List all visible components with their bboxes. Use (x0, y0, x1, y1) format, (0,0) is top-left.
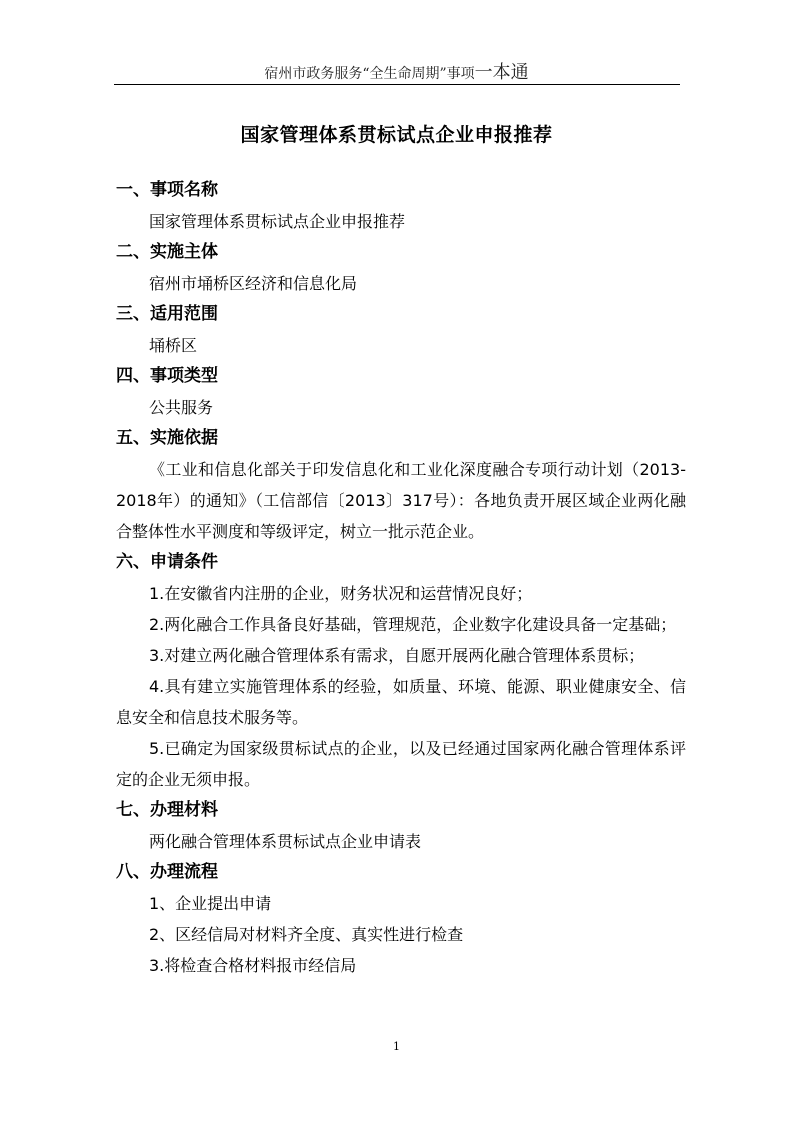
section-body-item-name: 国家管理体系贯标试点企业申报推荐 (149, 212, 406, 231)
section-heading-type: 四、事项类型 (116, 366, 218, 386)
condition-item-3: 3.对建立两化融合管理体系有需求，自愿开展两化融合管理体系贯标； (149, 646, 645, 665)
header-text-big: 一本通 (474, 62, 529, 83)
document-body (116, 175, 686, 981)
condition-item-4: 4.具有建立实施管理体系的经验，如质量、环境、能源、职业健康安全、信息安全和信息技术服务等。 (116, 677, 686, 727)
process-step-3: 3.将检查合格材料报市经信局 (149, 956, 357, 975)
page-number: 1 (393, 1040, 400, 1053)
header-text: 宿州市政务服务“全生命周期”事项 (264, 66, 475, 82)
process-step-2: 2、区经信局对材料齐全度、真实性进行检查 (149, 925, 464, 944)
page-header (0, 58, 793, 84)
section-heading-process: 八、办理流程 (116, 862, 218, 882)
section-heading-conditions: 六、申请条件 (116, 552, 218, 572)
section-body-implementer: 宿州市埇桥区经济和信息化局 (149, 274, 358, 293)
header-rule (114, 84, 680, 85)
document-title: 国家管理体系贯标试点企业申报推荐 (240, 124, 553, 146)
section-body-basis: 《工业和信息化部关于印发信息化和工业化深度融合专项行动计划（2013-2018年）的通知》（工信部信〔2013〕317号）：各地负责开展区域企业两化融合整体性水平测度和等级评定，树立一批示范企业。 (116, 460, 686, 541)
section-body-materials: 两化融合管理体系贯标试点企业申请表 (149, 832, 422, 851)
condition-item-2: 2.两化融合工作具备良好基础，管理规范，企业数字化建设具备一定基础； (149, 615, 677, 634)
process-step-1: 1、企业提出申请 (149, 894, 272, 913)
section-heading-implementer: 二、实施主体 (116, 242, 218, 262)
section-heading-materials: 七、办理材料 (116, 800, 218, 820)
section-heading-scope: 三、适用范围 (116, 304, 218, 324)
section-body-type: 公共服务 (149, 398, 214, 417)
condition-item-1: 1.在安徽省内注册的企业，财务状况和运营情况良好； (149, 584, 533, 603)
section-heading-item-name: 一、事项名称 (116, 180, 218, 200)
condition-item-5: 5.已确定为国家级贯标试点的企业，以及已经通过国家两化融合管理体系评定的企业无须申报。 (116, 739, 686, 789)
section-body-scope: 埇桥区 (149, 336, 198, 355)
section-heading-basis: 五、实施依据 (116, 428, 218, 448)
